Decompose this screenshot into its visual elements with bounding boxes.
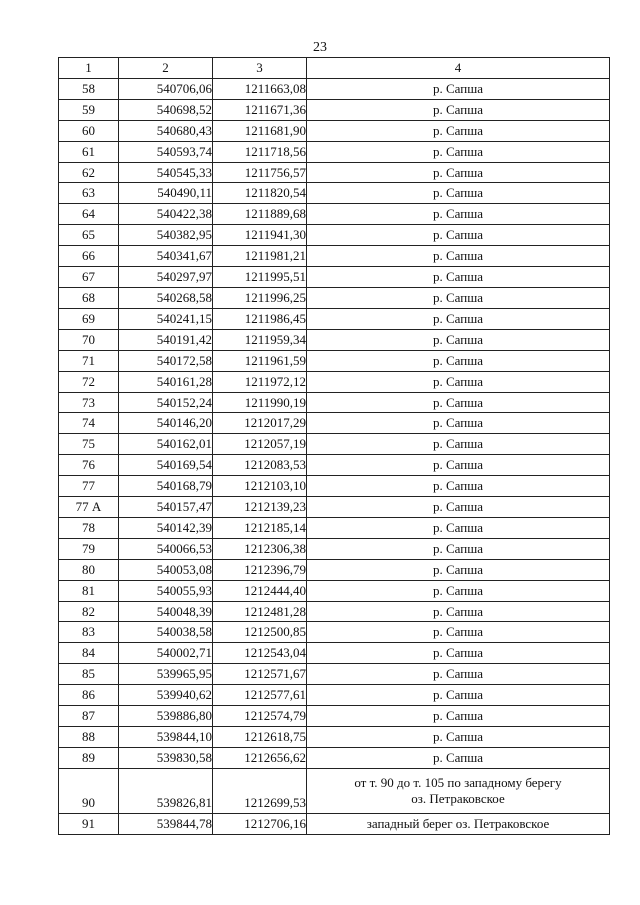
table-row — [59, 308, 610, 329]
boundary-description: р. Сапша — [307, 601, 610, 622]
table-row — [59, 768, 610, 813]
x-coordinate: 540038,58 — [119, 622, 213, 643]
y-coordinate: 1212481,28 — [213, 601, 307, 622]
boundary-description: р. Сапша — [307, 434, 610, 455]
boundary-description: р. Сапша — [307, 497, 610, 518]
point-number: 72 — [59, 371, 119, 392]
boundary-description: р. Сапша — [307, 538, 610, 559]
table-row — [59, 371, 610, 392]
table-body — [59, 78, 610, 834]
y-coordinate: 1211972,12 — [213, 371, 307, 392]
y-coordinate: 1211663,08 — [213, 78, 307, 99]
table-row — [59, 392, 610, 413]
x-coordinate: 540172,58 — [119, 350, 213, 371]
table-row — [59, 601, 610, 622]
x-coordinate: 539844,10 — [119, 727, 213, 748]
x-coordinate: 540157,47 — [119, 497, 213, 518]
x-coordinate: 540168,79 — [119, 476, 213, 497]
header-col-3: 3 — [213, 58, 307, 79]
point-number: 87 — [59, 706, 119, 727]
x-coordinate: 540545,33 — [119, 162, 213, 183]
point-number: 64 — [59, 204, 119, 225]
boundary-description: р. Сапша — [307, 664, 610, 685]
y-coordinate: 1211961,59 — [213, 350, 307, 371]
point-number: 84 — [59, 643, 119, 664]
point-number: 71 — [59, 350, 119, 371]
point-number: 77 А — [59, 497, 119, 518]
boundary-description: р. Сапша — [307, 413, 610, 434]
table-row — [59, 246, 610, 267]
x-coordinate: 539886,80 — [119, 706, 213, 727]
table-row — [59, 267, 610, 288]
point-number: 85 — [59, 664, 119, 685]
table-row — [59, 329, 610, 350]
x-coordinate: 540053,08 — [119, 559, 213, 580]
boundary-description: р. Сапша — [307, 643, 610, 664]
y-coordinate: 1212103,10 — [213, 476, 307, 497]
table-row — [59, 350, 610, 371]
y-coordinate: 1211820,54 — [213, 183, 307, 204]
y-coordinate: 1212699,53 — [213, 768, 307, 813]
x-coordinate: 540706,06 — [119, 78, 213, 99]
point-number: 88 — [59, 727, 119, 748]
y-coordinate: 1212656,62 — [213, 747, 307, 768]
boundary-description: р. Сапша — [307, 580, 610, 601]
y-coordinate: 1211681,90 — [213, 120, 307, 141]
x-coordinate: 540490,11 — [119, 183, 213, 204]
x-coordinate: 540680,43 — [119, 120, 213, 141]
boundary-description: р. Сапша — [307, 685, 610, 706]
boundary-description: р. Сапша — [307, 141, 610, 162]
boundary-description: р. Сапша — [307, 727, 610, 748]
x-coordinate: 540066,53 — [119, 538, 213, 559]
x-coordinate: 540268,58 — [119, 287, 213, 308]
y-coordinate: 1211941,30 — [213, 225, 307, 246]
table-row — [59, 78, 610, 99]
boundary-description: западный берег оз. Петраковское — [307, 813, 610, 834]
x-coordinate: 540002,71 — [119, 643, 213, 664]
description-line-1: от т. 90 до т. 105 по западному берегу — [354, 774, 562, 790]
table-row — [59, 141, 610, 162]
x-coordinate: 540422,38 — [119, 204, 213, 225]
boundary-description: р. Сапша — [307, 267, 610, 288]
y-coordinate: 1212500,85 — [213, 622, 307, 643]
boundary-description: р. Сапша — [307, 455, 610, 476]
boundary-description: р. Сапша — [307, 162, 610, 183]
x-coordinate: 539940,62 — [119, 685, 213, 706]
table-row — [59, 120, 610, 141]
x-coordinate: 540162,01 — [119, 434, 213, 455]
table-row — [59, 287, 610, 308]
table-row — [59, 622, 610, 643]
table-row — [59, 413, 610, 434]
point-number: 82 — [59, 601, 119, 622]
point-number: 59 — [59, 99, 119, 120]
x-coordinate: 540698,52 — [119, 99, 213, 120]
boundary-description: р. Сапша — [307, 246, 610, 267]
table-row — [59, 225, 610, 246]
boundary-description: р. Сапша — [307, 183, 610, 204]
x-coordinate: 540241,15 — [119, 308, 213, 329]
table-row — [59, 476, 610, 497]
point-number: 73 — [59, 392, 119, 413]
table-row — [59, 685, 610, 706]
boundary-description: р. Сапша — [307, 287, 610, 308]
x-coordinate: 539844,78 — [119, 813, 213, 834]
point-number: 58 — [59, 78, 119, 99]
y-coordinate: 1211996,25 — [213, 287, 307, 308]
y-coordinate: 1211671,36 — [213, 99, 307, 120]
y-coordinate: 1212444,40 — [213, 580, 307, 601]
boundary-description: р. Сапша — [307, 706, 610, 727]
x-coordinate: 540161,28 — [119, 371, 213, 392]
point-number: 76 — [59, 455, 119, 476]
y-coordinate: 1212396,79 — [213, 559, 307, 580]
y-coordinate: 1212057,19 — [213, 434, 307, 455]
y-coordinate: 1211986,45 — [213, 308, 307, 329]
y-coordinate: 1211756,57 — [213, 162, 307, 183]
x-coordinate: 539965,95 — [119, 664, 213, 685]
x-coordinate: 540341,67 — [119, 246, 213, 267]
point-number: 77 — [59, 476, 119, 497]
boundary-description: р. Сапша — [307, 99, 610, 120]
page-number: 23 — [313, 40, 327, 55]
point-number: 89 — [59, 747, 119, 768]
table-row — [59, 162, 610, 183]
point-number: 78 — [59, 517, 119, 538]
x-coordinate: 540297,97 — [119, 267, 213, 288]
header-col-2: 2 — [119, 58, 213, 79]
table-row — [59, 204, 610, 225]
table-row — [59, 434, 610, 455]
y-coordinate: 1212083,53 — [213, 455, 307, 476]
y-coordinate: 1212571,67 — [213, 664, 307, 685]
point-number: 63 — [59, 183, 119, 204]
table-row — [59, 517, 610, 538]
boundary-description: р. Сапша — [307, 350, 610, 371]
x-coordinate: 540382,95 — [119, 225, 213, 246]
point-number: 79 — [59, 538, 119, 559]
y-coordinate: 1211889,68 — [213, 204, 307, 225]
point-number: 80 — [59, 559, 119, 580]
y-coordinate: 1211990,19 — [213, 392, 307, 413]
description-line-2: оз. Петраковское — [411, 790, 505, 806]
y-coordinate: 1212139,23 — [213, 497, 307, 518]
x-coordinate: 539830,58 — [119, 747, 213, 768]
point-number: 75 — [59, 434, 119, 455]
y-coordinate: 1212618,75 — [213, 727, 307, 748]
point-number: 70 — [59, 329, 119, 350]
table-row — [59, 706, 610, 727]
point-number: 61 — [59, 141, 119, 162]
table-header-row — [59, 58, 610, 79]
x-coordinate: 540191,42 — [119, 329, 213, 350]
y-coordinate: 1211995,51 — [213, 267, 307, 288]
boundary-description: р. Сапша — [307, 559, 610, 580]
y-coordinate: 1212574,79 — [213, 706, 307, 727]
boundary-description: р. Сапша — [307, 622, 610, 643]
x-coordinate: 540146,20 — [119, 413, 213, 434]
y-coordinate: 1212577,61 — [213, 685, 307, 706]
y-coordinate: 1212543,04 — [213, 643, 307, 664]
table-row — [59, 559, 610, 580]
point-number: 74 — [59, 413, 119, 434]
boundary-description: р. Сапша — [307, 308, 610, 329]
boundary-description: р. Сапша — [307, 120, 610, 141]
boundary-description: р. Сапша — [307, 371, 610, 392]
x-coordinate: 540048,39 — [119, 601, 213, 622]
x-coordinate: 539826,81 — [119, 768, 213, 813]
boundary-description: р. Сапша — [307, 476, 610, 497]
boundary-description: р. Сапша — [307, 392, 610, 413]
y-coordinate: 1211959,34 — [213, 329, 307, 350]
x-coordinate: 540142,39 — [119, 517, 213, 538]
point-number: 60 — [59, 120, 119, 141]
table-row — [59, 183, 610, 204]
table-row — [59, 497, 610, 518]
x-coordinate: 540152,24 — [119, 392, 213, 413]
table-row — [59, 580, 610, 601]
header-col-4: 4 — [307, 58, 610, 79]
point-number: 91 — [59, 813, 119, 834]
coordinates-table — [58, 57, 610, 835]
table-row — [59, 747, 610, 768]
boundary-description: р. Сапша — [307, 747, 610, 768]
table-row — [59, 727, 610, 748]
boundary-description: р. Сапша — [307, 329, 610, 350]
point-number: 81 — [59, 580, 119, 601]
x-coordinate: 540593,74 — [119, 141, 213, 162]
table-row — [59, 99, 610, 120]
point-number: 62 — [59, 162, 119, 183]
boundary-description: р. Сапша — [307, 517, 610, 538]
y-coordinate: 1212706,16 — [213, 813, 307, 834]
x-coordinate: 540055,93 — [119, 580, 213, 601]
y-coordinate: 1211981,21 — [213, 246, 307, 267]
table-row — [59, 664, 610, 685]
y-coordinate: 1212306,38 — [213, 538, 307, 559]
point-number: 67 — [59, 267, 119, 288]
point-number: 68 — [59, 287, 119, 308]
point-number: 90 — [59, 768, 119, 813]
boundary-description: р. Сапша — [307, 204, 610, 225]
y-coordinate: 1212017,29 — [213, 413, 307, 434]
point-number: 66 — [59, 246, 119, 267]
x-coordinate: 540169,54 — [119, 455, 213, 476]
table-row — [59, 643, 610, 664]
point-number: 69 — [59, 308, 119, 329]
table-row — [59, 455, 610, 476]
boundary-description: р. Сапша — [307, 225, 610, 246]
boundary-description — [307, 768, 610, 813]
point-number: 83 — [59, 622, 119, 643]
header-col-1: 1 — [59, 58, 119, 79]
boundary-description: р. Сапша — [307, 78, 610, 99]
table-row — [59, 813, 610, 834]
point-number: 65 — [59, 225, 119, 246]
table-row — [59, 538, 610, 559]
y-coordinate: 1211718,56 — [213, 141, 307, 162]
point-number: 86 — [59, 685, 119, 706]
y-coordinate: 1212185,14 — [213, 517, 307, 538]
